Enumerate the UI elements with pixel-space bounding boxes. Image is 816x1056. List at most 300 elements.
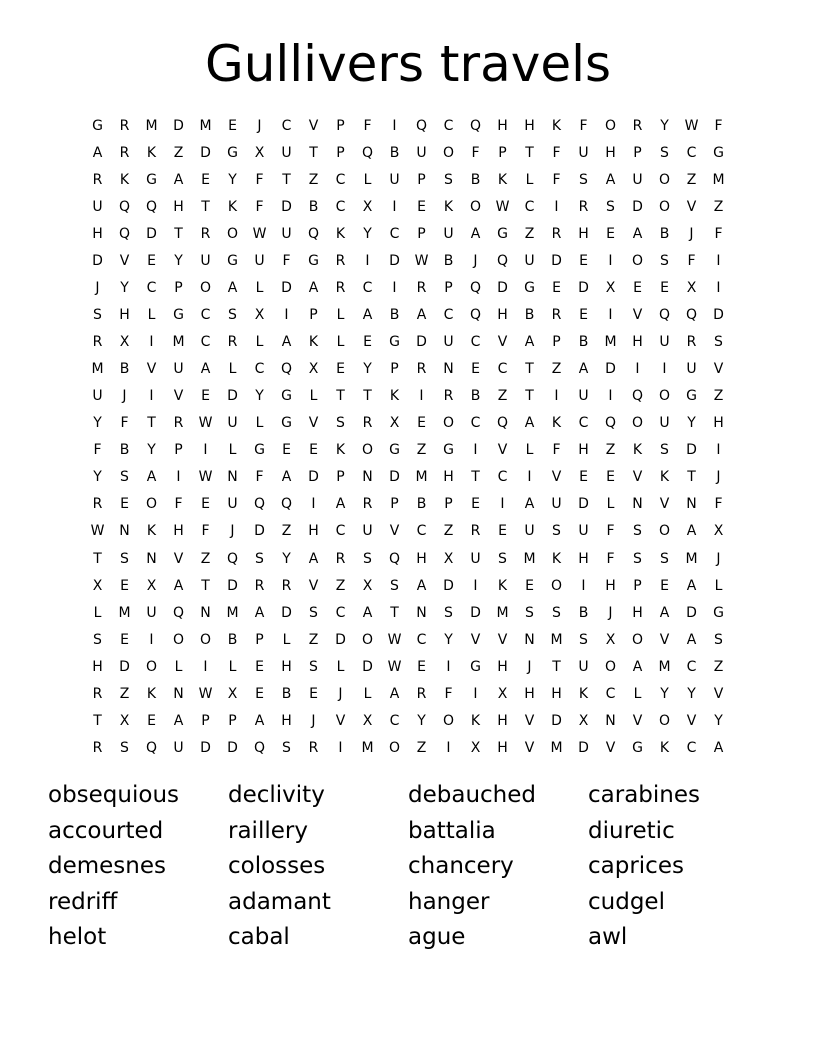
grid-letter: S xyxy=(93,631,102,648)
grid-letter: K xyxy=(389,388,400,405)
grid-letter: K xyxy=(119,172,130,189)
grid-letter: S xyxy=(309,658,318,675)
word-list-item: obsequious xyxy=(48,782,180,808)
grid-letter: I xyxy=(176,469,181,486)
grid-letter: C xyxy=(389,712,400,729)
grid-letter: J xyxy=(689,226,694,243)
grid-letter: U xyxy=(659,415,670,432)
grid-letter: X xyxy=(497,685,508,702)
grid-letter: R xyxy=(119,145,130,162)
grid-letter: C xyxy=(605,685,616,702)
grid-letter: F xyxy=(552,145,561,162)
grid-letter: G xyxy=(308,253,319,270)
grid-letter: E xyxy=(579,307,588,324)
grid-letter: S xyxy=(444,604,453,621)
grid-letter: L xyxy=(147,307,156,324)
grid-letter: Y xyxy=(228,172,237,189)
grid-letter: S xyxy=(660,442,669,459)
grid-letter: U xyxy=(443,334,454,351)
grid-letter: C xyxy=(335,199,346,216)
grid-letter: P xyxy=(336,145,345,162)
grid-letter: K xyxy=(551,550,562,567)
grid-letter: F xyxy=(444,685,453,702)
grid-letter: E xyxy=(255,685,264,702)
grid-letter: D xyxy=(470,604,481,621)
grid-letter: Q xyxy=(469,280,482,297)
grid-letter: H xyxy=(497,118,508,134)
grid-letter: U xyxy=(281,145,292,162)
grid-letter: P xyxy=(633,577,642,594)
grid-letter: T xyxy=(93,712,102,729)
grid-letter: Y xyxy=(363,226,372,243)
grid-letter: J xyxy=(338,685,343,702)
grid-letter: E xyxy=(201,496,210,513)
word-list xyxy=(48,778,768,956)
grid-letter: N xyxy=(146,550,157,567)
grid-letter: L xyxy=(93,604,102,621)
grid-letter: D xyxy=(119,658,130,675)
grid-letter: I xyxy=(716,253,721,270)
grid-letter: I xyxy=(554,199,559,216)
grid-letter: G xyxy=(254,442,265,459)
grid-letter: B xyxy=(389,307,400,324)
grid-letter: B xyxy=(119,361,130,378)
grid-letter: F xyxy=(579,118,588,134)
grid-letter: E xyxy=(579,469,588,486)
grid-letter: I xyxy=(554,388,559,405)
grid-letter: U xyxy=(686,361,697,378)
grid-letter: Z xyxy=(281,523,292,540)
grid-letter: H xyxy=(173,523,184,540)
grid-letter: J xyxy=(257,118,262,134)
grid-letter: Q xyxy=(253,739,266,756)
grid-letter: O xyxy=(442,145,455,162)
grid-letter: K xyxy=(497,172,508,189)
grid-letter: D xyxy=(281,604,292,621)
grid-letter: I xyxy=(392,199,397,216)
grid-letter: H xyxy=(119,307,130,324)
grid-letter: R xyxy=(254,577,265,594)
grid-letter: M xyxy=(226,604,239,621)
grid-letter: R xyxy=(119,118,130,134)
grid-letter: U xyxy=(659,334,670,351)
word-list-item: diuretic xyxy=(588,817,675,844)
grid-letter: C xyxy=(524,199,535,216)
grid-letter: N xyxy=(632,496,643,513)
grid-letter: K xyxy=(335,442,346,459)
grid-letter: V xyxy=(605,739,616,756)
grid-letter: Y xyxy=(444,631,453,648)
grid-letter: S xyxy=(552,523,561,540)
grid-letter: D xyxy=(551,253,562,270)
grid-letter: T xyxy=(390,604,399,621)
grid-letter: V xyxy=(524,712,535,729)
grid-letter: Y xyxy=(660,118,669,134)
grid-letter: E xyxy=(147,253,156,270)
grid-letter: J xyxy=(608,604,613,621)
grid-letter: B xyxy=(308,199,319,216)
grid-letter: T xyxy=(147,415,156,432)
grid-letter: C xyxy=(416,631,427,648)
grid-letter: A xyxy=(524,415,535,432)
grid-letter: O xyxy=(550,577,563,594)
grid-letter: H xyxy=(92,226,103,243)
grid-letter: M xyxy=(604,334,617,351)
grid-letter: S xyxy=(714,631,723,648)
grid-letter: V xyxy=(686,199,697,216)
grid-letter: A xyxy=(686,631,697,648)
grid-letter: C xyxy=(578,415,589,432)
grid-letter: L xyxy=(255,334,264,351)
grid-letter: P xyxy=(498,145,507,162)
grid-letter: I xyxy=(284,307,289,324)
grid-letter: Z xyxy=(551,361,562,378)
grid-letter: R xyxy=(92,334,103,351)
grid-letter: Q xyxy=(118,226,131,243)
grid-letter: E xyxy=(606,226,615,243)
grid-letter: L xyxy=(525,442,534,459)
grid-letter: S xyxy=(714,334,723,351)
grid-letter: V xyxy=(497,334,508,351)
grid-row xyxy=(84,546,732,573)
grid-letter: W xyxy=(90,523,105,540)
grid-letter: U xyxy=(389,172,400,189)
grid-letter: Q xyxy=(469,118,482,134)
grid-row xyxy=(84,654,732,681)
grid-letter: F xyxy=(606,523,615,540)
grid-letter: K xyxy=(335,226,346,243)
grid-letter: Z xyxy=(416,739,427,756)
grid-letter: W xyxy=(198,685,213,702)
grid-letter: O xyxy=(631,253,644,270)
grid-letter: R xyxy=(92,172,103,189)
grid-letter: V xyxy=(308,415,319,432)
grid-letter: F xyxy=(174,496,183,513)
grid-letter: F xyxy=(606,550,615,567)
grid-letter: L xyxy=(228,442,237,459)
grid-row xyxy=(84,194,732,221)
grid-letter: S xyxy=(390,577,399,594)
grid-letter: H xyxy=(173,199,184,216)
grid-letter: Z xyxy=(308,172,319,189)
grid-letter: G xyxy=(389,442,400,459)
grid-letter: Z xyxy=(200,550,211,567)
grid-letter: G xyxy=(389,334,400,351)
grid-letter: E xyxy=(579,253,588,270)
grid-letter: R xyxy=(335,550,346,567)
grid-letter: U xyxy=(578,145,589,162)
grid-letter: I xyxy=(608,253,613,270)
grid-letter: G xyxy=(281,415,292,432)
grid-letter: X xyxy=(605,631,616,648)
word-list-item: redriff xyxy=(48,888,118,915)
grid-letter: U xyxy=(254,253,265,270)
grid-letter: Z xyxy=(713,658,724,675)
grid-letter: G xyxy=(713,145,724,162)
grid-letter: B xyxy=(443,253,454,270)
grid-letter: E xyxy=(633,280,642,297)
grid-letter: H xyxy=(551,685,562,702)
grid-letter: O xyxy=(388,739,401,756)
grid-letter: I xyxy=(500,496,505,513)
grid-letter: E xyxy=(120,577,129,594)
grid-letter: Q xyxy=(307,226,320,243)
grid-letter: R xyxy=(308,739,319,756)
grid-letter: R xyxy=(578,199,589,216)
grid-row xyxy=(84,735,732,762)
grid-letter: N xyxy=(227,469,238,486)
word-list-item: raillery xyxy=(228,817,308,844)
grid-letter: X xyxy=(578,712,589,729)
grid-letter: B xyxy=(524,307,535,324)
grid-letter: D xyxy=(146,226,157,243)
grid-letter: D xyxy=(281,280,292,297)
grid-letter: U xyxy=(281,226,292,243)
grid-letter: G xyxy=(92,118,103,134)
grid-letter: J xyxy=(473,253,478,270)
grid-letter: E xyxy=(120,496,129,513)
grid-letter: Z xyxy=(416,442,427,459)
grid-letter: G xyxy=(227,253,238,270)
grid-letter: Y xyxy=(282,550,291,567)
grid-letter: J xyxy=(527,658,532,675)
grid-letter: C xyxy=(443,118,454,134)
grid-row xyxy=(84,708,732,735)
grid-letter: T xyxy=(309,145,318,162)
grid-letter: H xyxy=(578,442,589,459)
grid-letter: L xyxy=(228,361,237,378)
grid-letter: D xyxy=(578,280,589,297)
grid-letter: I xyxy=(419,388,424,405)
grid-letter: E xyxy=(606,469,615,486)
grid-letter: U xyxy=(551,496,562,513)
grid-letter: V xyxy=(146,361,157,378)
grid-letter: I xyxy=(311,496,316,513)
grid-letter: R xyxy=(416,361,427,378)
grid-letter: N xyxy=(605,712,616,729)
grid-letter: K xyxy=(308,334,319,351)
grid-letter: V xyxy=(686,712,697,729)
grid-letter: B xyxy=(470,388,481,405)
grid-letter: P xyxy=(336,469,345,486)
grid-letter: X xyxy=(119,334,130,351)
grid-letter: M xyxy=(523,550,536,567)
grid-letter: K xyxy=(146,523,157,540)
grid-letter: P xyxy=(417,172,426,189)
grid-letter: D xyxy=(227,577,238,594)
grid-letter: H xyxy=(281,712,292,729)
grid-letter: F xyxy=(714,118,723,134)
grid-letter: V xyxy=(173,550,184,567)
grid-row xyxy=(84,491,732,518)
word-list-item: declivity xyxy=(228,782,325,808)
grid-letter: O xyxy=(172,631,185,648)
grid-letter: K xyxy=(497,577,508,594)
grid-letter: H xyxy=(497,658,508,675)
grid-letter: J xyxy=(311,712,316,729)
grid-letter: U xyxy=(362,523,373,540)
grid-letter: R xyxy=(335,253,346,270)
grid-letter: R xyxy=(92,685,103,702)
grid-row xyxy=(84,221,732,248)
grid-letter: R xyxy=(632,118,643,134)
grid-letter: T xyxy=(201,577,210,594)
grid-letter: S xyxy=(120,739,129,756)
grid-letter: A xyxy=(686,523,697,540)
grid-letter: X xyxy=(362,199,373,216)
grid-letter: I xyxy=(608,307,613,324)
grid-row xyxy=(84,356,732,383)
grid-letter: F xyxy=(255,172,264,189)
grid-letter: O xyxy=(604,118,617,134)
word-list-item: cudgel xyxy=(588,888,665,915)
grid-letter: X xyxy=(470,739,481,756)
grid-letter: G xyxy=(686,388,697,405)
grid-letter: C xyxy=(686,145,697,162)
grid-letter: L xyxy=(714,577,723,594)
grid-letter: E xyxy=(120,631,129,648)
grid-letter: I xyxy=(392,280,397,297)
grid-letter: Y xyxy=(714,712,723,729)
grid-letter: D xyxy=(281,199,292,216)
grid-letter: A xyxy=(281,469,292,486)
grid-letter: C xyxy=(416,523,427,540)
word-list-item: carabines xyxy=(588,782,700,808)
grid-letter: D xyxy=(686,442,697,459)
word-list-item: debauched xyxy=(408,782,536,808)
grid-letter: H xyxy=(578,550,589,567)
grid-letter: B xyxy=(281,685,292,702)
grid-letter: H xyxy=(497,712,508,729)
grid-letter: Z xyxy=(713,199,724,216)
grid-letter: F xyxy=(363,118,372,134)
grid-letter: U xyxy=(227,415,238,432)
grid-letter: E xyxy=(417,415,426,432)
grid-letter: M xyxy=(361,739,374,756)
grid-row xyxy=(84,464,732,491)
grid-letter: L xyxy=(363,172,372,189)
grid-letter: A xyxy=(146,469,157,486)
grid-letter: D xyxy=(308,469,319,486)
grid-letter: I xyxy=(365,253,370,270)
grid-letter: O xyxy=(145,658,158,675)
grid-letter: D xyxy=(227,739,238,756)
grid-letter: S xyxy=(633,550,642,567)
grid-letter: R xyxy=(551,226,562,243)
grid-letter: D xyxy=(551,712,562,729)
grid-letter: X xyxy=(443,550,454,567)
grid-letter: O xyxy=(361,631,374,648)
grid-letter: S xyxy=(120,469,129,486)
grid-letter: G xyxy=(713,604,724,621)
grid-letter: V xyxy=(308,577,319,594)
grid-letter: S xyxy=(228,307,237,324)
grid-letter: A xyxy=(254,712,265,729)
grid-letter: E xyxy=(309,442,318,459)
grid-letter: E xyxy=(471,496,480,513)
grid-row xyxy=(84,383,732,410)
grid-letter: T xyxy=(687,469,696,486)
grid-letter: D xyxy=(389,469,400,486)
grid-letter: S xyxy=(363,550,372,567)
grid-letter: E xyxy=(471,361,480,378)
grid-letter: A xyxy=(524,496,535,513)
grid-letter: O xyxy=(199,631,212,648)
grid-letter: O xyxy=(226,226,239,243)
grid-letter: G xyxy=(146,172,157,189)
grid-row xyxy=(84,113,732,140)
grid-letter: E xyxy=(552,280,561,297)
grid-letter: O xyxy=(469,199,482,216)
grid-letter: C xyxy=(470,415,481,432)
grid-letter: D xyxy=(362,658,373,675)
grid-letter: H xyxy=(713,415,724,432)
grid-letter: S xyxy=(444,172,453,189)
grid-letter: W xyxy=(387,658,402,675)
grid-letter: I xyxy=(392,118,397,134)
grid-letter: H xyxy=(524,685,535,702)
grid-letter: A xyxy=(524,334,535,351)
grid-letter: R xyxy=(227,334,238,351)
grid-letter: Z xyxy=(524,226,535,243)
grid-letter: V xyxy=(497,631,508,648)
grid-letter: Z xyxy=(713,388,724,405)
grid-letter: C xyxy=(281,118,292,134)
grid-letter: I xyxy=(635,361,640,378)
grid-letter: V xyxy=(497,442,508,459)
grid-letter: K xyxy=(443,199,454,216)
grid-row xyxy=(84,518,732,545)
grid-letter: D xyxy=(416,334,427,351)
grid-letter: Y xyxy=(255,388,264,405)
grid-letter: E xyxy=(309,685,318,702)
grid-letter: I xyxy=(473,685,478,702)
grid-letter: F xyxy=(93,442,102,459)
grid-letter: U xyxy=(470,550,481,567)
grid-row xyxy=(84,681,732,708)
grid-letter: F xyxy=(471,145,480,162)
grid-row xyxy=(84,248,732,275)
grid-letter: A xyxy=(173,577,184,594)
grid-letter: F xyxy=(687,253,696,270)
grid-letter: R xyxy=(686,334,697,351)
grid-letter: E xyxy=(660,280,669,297)
grid-letter: L xyxy=(255,280,264,297)
grid-letter: H xyxy=(416,550,427,567)
grid-letter: C xyxy=(362,280,373,297)
grid-letter: G xyxy=(281,388,292,405)
grid-letter: U xyxy=(578,523,589,540)
grid-letter: O xyxy=(199,280,212,297)
grid-letter: K xyxy=(146,145,157,162)
grid-letter: Z xyxy=(686,172,697,189)
grid-letter: C xyxy=(686,739,697,756)
grid-letter: I xyxy=(608,388,613,405)
grid-letter: L xyxy=(606,496,615,513)
grid-letter: C xyxy=(389,226,400,243)
grid-letter: F xyxy=(120,415,129,432)
grid-letter: W xyxy=(414,253,429,270)
grid-letter: H xyxy=(92,658,103,675)
grid-letter: Q xyxy=(118,199,131,216)
grid-letter: T xyxy=(525,361,534,378)
grid-letter: A xyxy=(686,577,697,594)
grid-letter: Y xyxy=(687,685,696,702)
grid-letter: M xyxy=(199,118,212,134)
grid-letter: V xyxy=(713,361,724,378)
grid-letter: I xyxy=(149,388,154,405)
grid-letter: A xyxy=(362,604,373,621)
